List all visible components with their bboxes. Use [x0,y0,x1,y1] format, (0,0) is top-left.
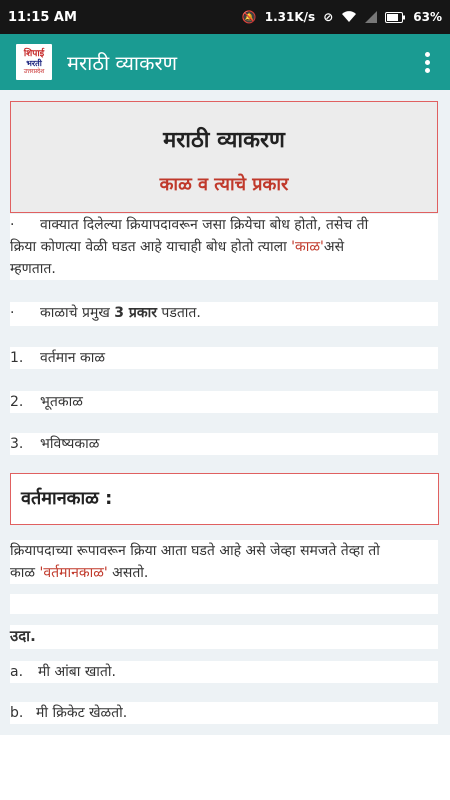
bullet-dot: · [10,305,15,321]
app-bar [0,34,450,90]
example-text: मी क्रिकेट खेळतो. [36,705,128,721]
example-marker: a. [10,664,24,680]
page-title: मराठी व्याकरण [163,128,285,153]
definition-term: 'वर्तमानकाळ' [39,565,108,581]
list-item-label: वर्तमान काळ [40,350,105,366]
intro-line-1: वाक्यात दिलेल्या क्रियापदावरून जसा क्रियेचा बोध होतो, तसेच ती [40,217,369,233]
no-sim-icon: ⊘ [323,10,334,24]
types-count-bold: 3 प्रकार [114,305,157,321]
mute-icon: 🔕 [241,10,257,24]
content-area [0,90,450,735]
definition-line-2-end: असतो. [107,565,149,581]
intro-paragraph-2 [10,302,438,326]
list-item [10,661,438,683]
battery-percent: 63% [413,10,442,24]
types-count-a: काळाचे प्रमुख [40,305,115,321]
example-marker: b. [10,705,24,721]
list-number: 3. [10,436,24,452]
list-number: 1. [10,350,24,366]
list-item [10,433,438,455]
section-title: वर्तमानकाळ : [21,488,113,509]
intro-line-3: म्हणतात. [10,261,56,277]
example-text: मी आंबा खातो. [38,664,116,680]
page-subtitle: काळ व त्याचे प्रकार [159,174,289,195]
example-heading-row [10,625,438,649]
status-icons [242,10,442,24]
empty-row [10,594,438,614]
example-heading: उदा. [10,627,36,645]
battery-icon [385,12,405,23]
logo-line-3: उत्तरप्रदेश [23,68,45,75]
list-number: 2. [10,394,24,410]
logo-line-2: भरती [26,59,42,68]
list-item-label: भूतकाळ [40,394,83,410]
intro-paragraph-1 [10,214,438,280]
logo-line-1: शिपाई [23,49,45,59]
intro-line-2: क्रिया कोणत्या वेळी घडत आहे याचाही बोध होतो त्याला [10,239,292,255]
list-item [10,391,438,413]
types-count-b: पडतात. [156,305,201,321]
overflow-menu-icon[interactable] [425,52,430,73]
intro-line-2-end: असे [323,239,345,255]
signal-icon [365,11,377,23]
wifi-icon [341,11,357,23]
section-header-card [10,473,439,525]
definition-line-2: काळ [10,565,40,581]
status-time: 11:15 AM [8,9,77,25]
intro-term-kaal: 'काळ' [291,239,324,255]
bottom-blank-area [0,735,450,800]
definition-paragraph [10,540,438,584]
network-speed: 1.31K/s [264,10,316,24]
definition-line-1: क्रियापदाच्या रूपावरून क्रिया आता घडते आहे असे जेव्हा समजते तेव्हा तो [10,543,380,559]
app-logo [15,43,53,81]
list-item [10,347,438,369]
list-item [10,702,438,724]
status-bar [0,0,450,34]
header-card [10,101,438,213]
list-item-label: भविष्यकाळ [40,436,100,452]
bullet-dot: · [10,217,15,233]
app-title: मराठी व्याकरण [67,50,178,75]
